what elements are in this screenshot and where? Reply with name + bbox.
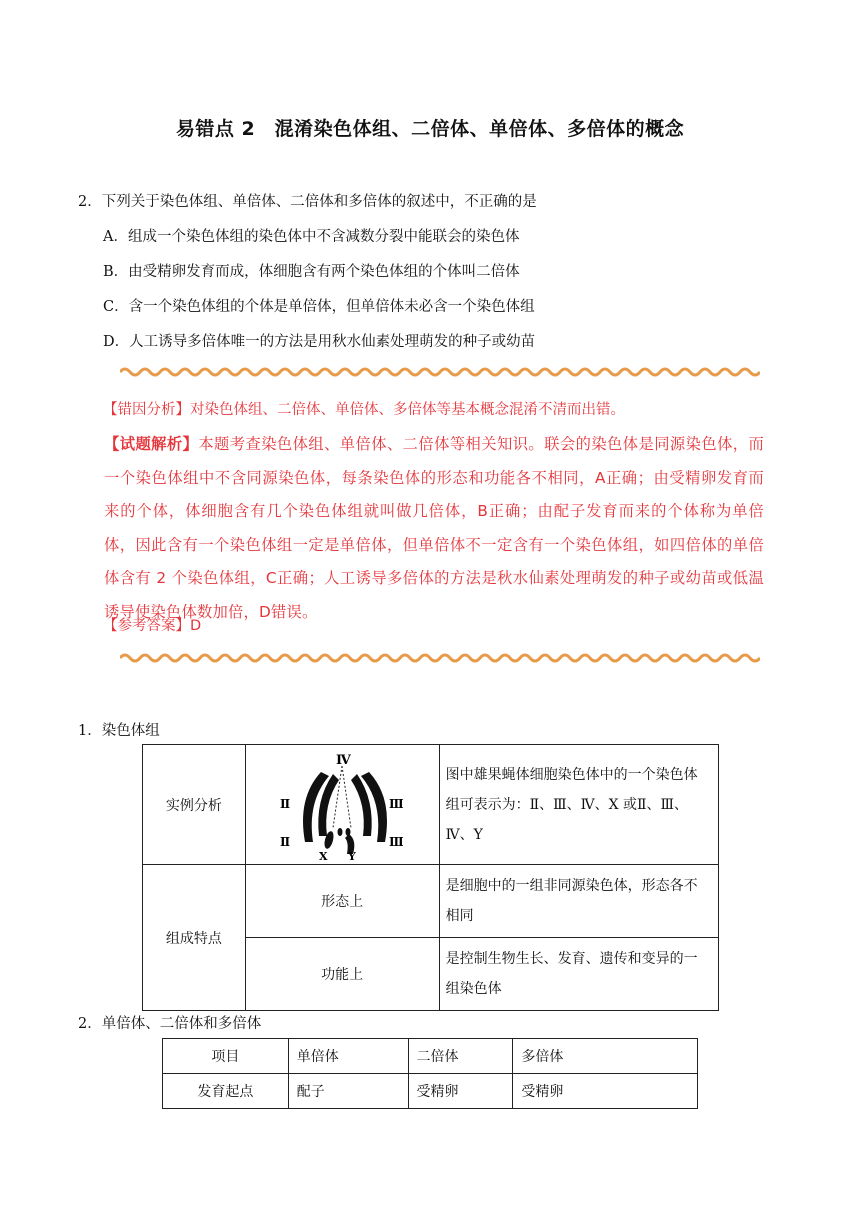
row-label-composition: 组成特点 <box>143 865 246 1011</box>
table-header-row <box>163 1039 698 1074</box>
cell-polyploid-origin: 受精卵 <box>513 1074 698 1109</box>
error-analysis <box>103 398 625 419</box>
header-polyploid: 多倍体 <box>513 1039 698 1074</box>
answer-label: 【参考答案】 <box>103 618 190 634</box>
karyotype-figure <box>277 750 407 860</box>
row-label-example: 实例分析 <box>143 745 246 865</box>
label-x: X <box>319 849 328 860</box>
answer-value: D <box>190 618 202 634</box>
option-d: D．人工诱导多倍体唯一的方法是用秋水仙素处理萌发的种子或幼苗 <box>103 334 536 350</box>
label-ii-top: Ⅱ <box>280 796 291 811</box>
question-stem: 2．下列关于染色体组、单倍体、二倍体和多倍体的叙述中，不正确的是 <box>78 194 537 210</box>
cell-haploid-origin: 配子 <box>288 1074 408 1109</box>
wave-divider-top <box>120 365 760 379</box>
option-c: C．含一个染色体组的个体是单倍体，但单倍体未必含一个染色体组 <box>103 299 535 315</box>
function-description: 是控制生物生长、发育、遗传和变异的一组染色体 <box>439 938 718 1011</box>
chromosome-set-table <box>142 744 719 1011</box>
option-b: B．由受精卵发育而成，体细胞含有两个染色体组的个体叫二倍体 <box>103 264 520 280</box>
label-ii-bottom: Ⅱ <box>280 834 291 849</box>
explanation-label: 【试题解析】 <box>104 435 199 453</box>
page-title: 易错点 2 混淆染色体组、二倍体、单倍体、多倍体的概念 <box>175 118 685 140</box>
header-haploid: 单倍体 <box>288 1039 408 1074</box>
error-analysis-label: 【错因分析】 <box>103 402 190 418</box>
error-analysis-text: 对染色体组、二倍体、单倍体、多倍体等基本概念混淆不清而出错。 <box>190 402 625 418</box>
sub-label-morphology: 形态上 <box>245 865 439 938</box>
header-diploid: 二倍体 <box>408 1039 513 1074</box>
morphology-description: 是细胞中的一组非同源染色体，形态各不相同 <box>439 865 718 938</box>
label-iii-top: Ⅲ <box>389 796 404 811</box>
karyotype-figure-cell <box>245 745 439 865</box>
example-description: 图中雄果蝇体细胞染色体中的一个染色体组可表示为：Ⅱ、Ⅲ、Ⅳ、X 或Ⅱ、Ⅲ、Ⅳ、Y <box>439 745 718 865</box>
label-iv: Ⅳ <box>336 752 351 768</box>
section1-heading: 1．染色体组 <box>78 723 160 739</box>
label-y: Y <box>348 849 357 860</box>
explanation-text: 本题考查染色体组、单倍体、二倍体等相关知识。联会的染色体是同源染色体，而一个染色体组中不含同源染色体，每条染色体的形态和功能各不相同，A正确；由受精卵发育而来的个体，体细胞含有几个染色体组就叫做几倍体，B正确；由配子发育而来的个体称为单倍体，因此含有一个染色体组一定是单倍体，但单倍体不一定含有一个染色体组，如四倍体的单倍体含有 2 个染色体组，C正确；人工诱导多倍体的方法是秋水仙素处理萌发的种子或幼苗或低温诱导使染色体数加倍，D错误。 <box>104 435 765 621</box>
table-row <box>163 1074 698 1109</box>
label-iii-bottom: Ⅲ <box>389 834 404 849</box>
explanation <box>104 428 764 629</box>
cell-diploid-origin: 受精卵 <box>408 1074 513 1109</box>
reference-answer <box>103 614 201 635</box>
table-row <box>143 865 719 938</box>
table-row <box>143 745 719 865</box>
section2-heading: 2．单倍体、二倍体和多倍体 <box>78 1016 262 1032</box>
wave-divider-bottom <box>120 651 760 665</box>
option-a: A．组成一个染色体组的染色体中不含减数分裂中能联会的染色体 <box>103 229 520 245</box>
header-item: 项目 <box>163 1039 289 1074</box>
cell-origin-label: 发育起点 <box>163 1074 289 1109</box>
sub-label-function: 功能上 <box>245 938 439 1011</box>
ploidy-table <box>162 1038 698 1109</box>
